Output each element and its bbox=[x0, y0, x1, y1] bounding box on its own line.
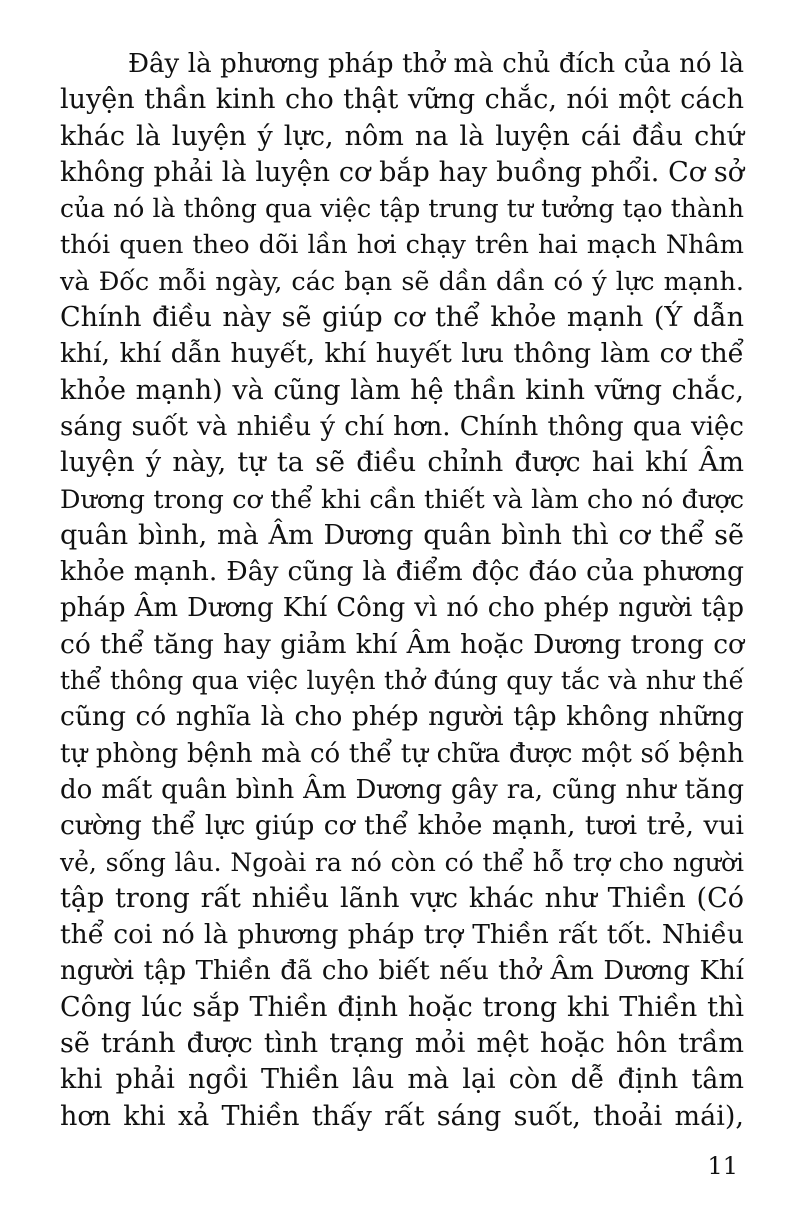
page-number: 11 bbox=[707, 1152, 738, 1180]
text-line: do mất quân bình Âm Dương gây ra, cũng như tăng bbox=[60, 774, 744, 805]
text-line: sẽ tránh được tình trạng mỏi mệt hoặc hôn trầm bbox=[60, 1028, 744, 1060]
text-line: khí, khí dẫn huyết, khí huyết lưu thông làm cơ thể bbox=[60, 338, 744, 370]
body-paragraph bbox=[60, 46, 744, 1135]
text-line: người tập Thiền đã cho biết nếu thở Âm Dương Khí bbox=[60, 956, 744, 987]
text-line: sáng suốt và nhiều ý chí hơn. Chính thông qua việc bbox=[60, 411, 744, 442]
text-line: Công lúc sắp Thiền định hoặc trong khi Thiền thì bbox=[60, 991, 744, 1023]
text-line: thói quen theo dõi lần hơi chạy trên hai mạch Nhâm bbox=[60, 230, 744, 261]
text-line: vẻ, sống lâu. Ngoài ra nó còn có thể hỗ trợ cho người bbox=[60, 847, 744, 877]
text-line: cũng có nghĩa là cho phép người tập không những bbox=[60, 701, 744, 733]
text-line: và Đốc mỗi ngày, các bạn sẽ dần dần có ý lực mạnh. bbox=[60, 266, 744, 297]
text-line: cường thể lực giúp cơ thể khỏe mạnh, tươi trẻ, vui bbox=[60, 810, 744, 842]
text-line: thể coi nó là phương pháp trợ Thiền rất tốt. Nhiều bbox=[60, 919, 744, 951]
text-line: không phải là luyện cơ bắp hay buồng phổi. Cơ sở bbox=[60, 156, 744, 188]
text-line: hơn khi xả Thiền thấy rất sáng suốt, thoải mái), bbox=[60, 1100, 744, 1132]
text-line: Chính điều này sẽ giúp cơ thể khỏe mạnh (Ý dẫn bbox=[60, 302, 744, 334]
text-line: pháp Âm Dương Khí Công vì nó cho phép người tập bbox=[60, 593, 744, 624]
text-line: khi phải ngồi Thiền lâu mà lại còn dễ định tâm bbox=[60, 1064, 744, 1096]
text-line: có thể tăng hay giảm khí Âm hoặc Dương trong cơ bbox=[60, 628, 744, 660]
text-line: tập trong rất nhiều lãnh vực khác như Thiền (Có bbox=[60, 882, 744, 914]
text-line: của nó là thông qua việc tập trung tư tưởng tạo thành bbox=[60, 194, 744, 224]
text-line: khác là luyện ý lực, nôm na là luyện cái đầu chứ bbox=[60, 120, 744, 152]
text-line: luyện thần kinh cho thật vững chắc, nói một cách bbox=[60, 84, 744, 116]
text-line: Đây là phương pháp thở mà chủ đích của nó là bbox=[128, 49, 744, 79]
text-line: tự phòng bệnh mà có thể tự chữa được một số bệnh bbox=[60, 738, 744, 769]
text-line: luyện ý này, tự ta sẽ điều chỉnh được hai khí Âm bbox=[60, 447, 744, 479]
text-line: khỏe mạnh. Đây cũng là điểm độc đáo của phương bbox=[60, 556, 744, 588]
text-line: quân bình, mà Âm Dương quân bình thì cơ thể sẽ bbox=[60, 519, 744, 551]
text-line: thể thông qua việc luyện thở đúng quy tắc và như thế bbox=[60, 666, 744, 696]
text-line: khỏe mạnh) và cũng làm hệ thần kinh vững chắc, bbox=[60, 374, 744, 406]
text-line: Dương trong cơ thể khi cần thiết và làm cho nó được bbox=[60, 484, 744, 515]
